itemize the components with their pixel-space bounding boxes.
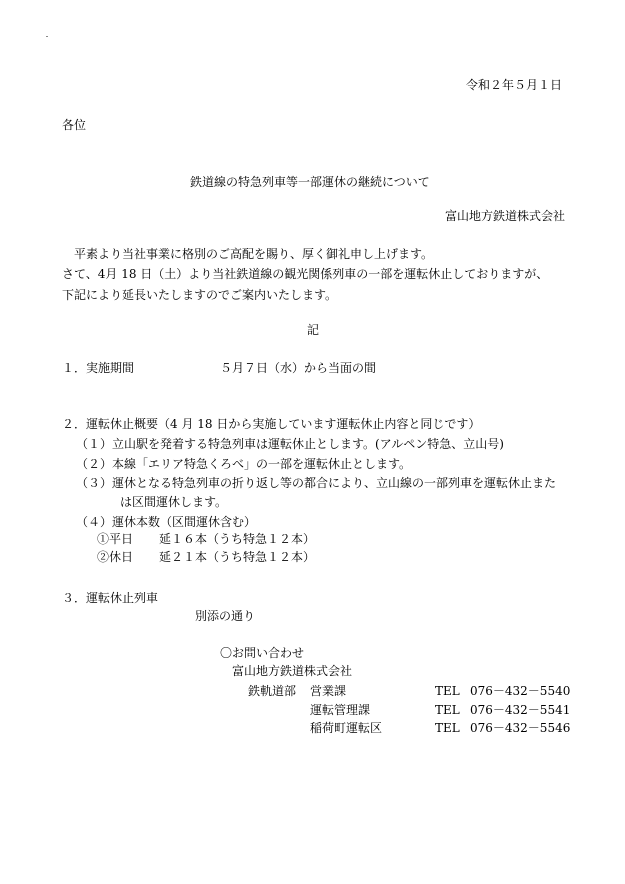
ki-heading: 記 [307,323,320,337]
section-1-value: ５月７日（水）から当面の間 [220,361,377,375]
section-2-item-1: （１）立山駅を発着する特急列車は運転休止とします。(アルペン特急、立山号) [76,437,504,451]
scan-mark [46,36,48,37]
addressee: 各位 [62,118,87,132]
holiday-label: ②休日 [97,550,134,564]
contact-tel-number: 076－432－5540 [470,684,571,698]
contact-tel-label: TEL [435,703,460,717]
section-2-item-4: （４）運休本数（区間運休含む） [76,515,257,529]
body-paragraph-1: 平素より当社事業に格別のご高配を賜り、厚く御礼申し上げます。 [74,247,434,261]
section-2-item-2: （２）本線「エリア特急くろべ」の一部を運転休止とします。 [76,457,412,471]
section-2-heading: ２．運転休止概要（4 月 18 日から実施しています運転休止内容と同じです） [62,417,481,431]
section-3-heading: ３．運転休止列車 [62,591,159,605]
body-paragraph-2-line-1: さて、4月 18 日（土）より当社鉄道線の観光関係列車の一部を運転休止しておりますが、 [62,267,549,281]
contact-heading: 〇お問い合わせ [220,646,305,660]
holiday-value: 延２１本（うち特急１２本） [159,550,316,564]
weekday-label: ①平日 [97,532,134,546]
contact-section-operations: 運転管理課 [310,703,371,717]
body-paragraph-2-line-2: 下記により延長いたしますのでご案内いたします。 [62,288,338,302]
contact-tel-label: TEL [435,721,460,735]
section-2-item-3-line-1: （３）運休となる特急列車の折り返し等の都合により、立山線の一部列車を運転休止また [76,476,557,490]
contact-tel-number: 076－432－5541 [470,703,571,717]
section-1-heading: １．実施期間 [62,361,135,375]
contact-dept: 鉄軌道部 [248,684,297,698]
company-name: 富山地方鉄道株式会社 [445,209,566,223]
section-3-value: 別添の通り [195,609,256,623]
weekday-value: 延１６本（うち特急１２本） [159,532,316,546]
contact-section-depot: 稲荷町運転区 [310,721,383,735]
contact-section-sales: 営業課 [310,684,347,698]
section-2-item-3-line-2: は区間運休します。 [120,495,228,509]
contact-tel-number: 076－432－5546 [470,721,571,735]
document-date: 令和２年５月１日 [466,78,563,92]
document-title: 鉄道線の特急列車等一部運休の継続について [190,175,430,189]
contact-company: 富山地方鉄道株式会社 [232,664,353,678]
contact-tel-label: TEL [435,684,460,698]
